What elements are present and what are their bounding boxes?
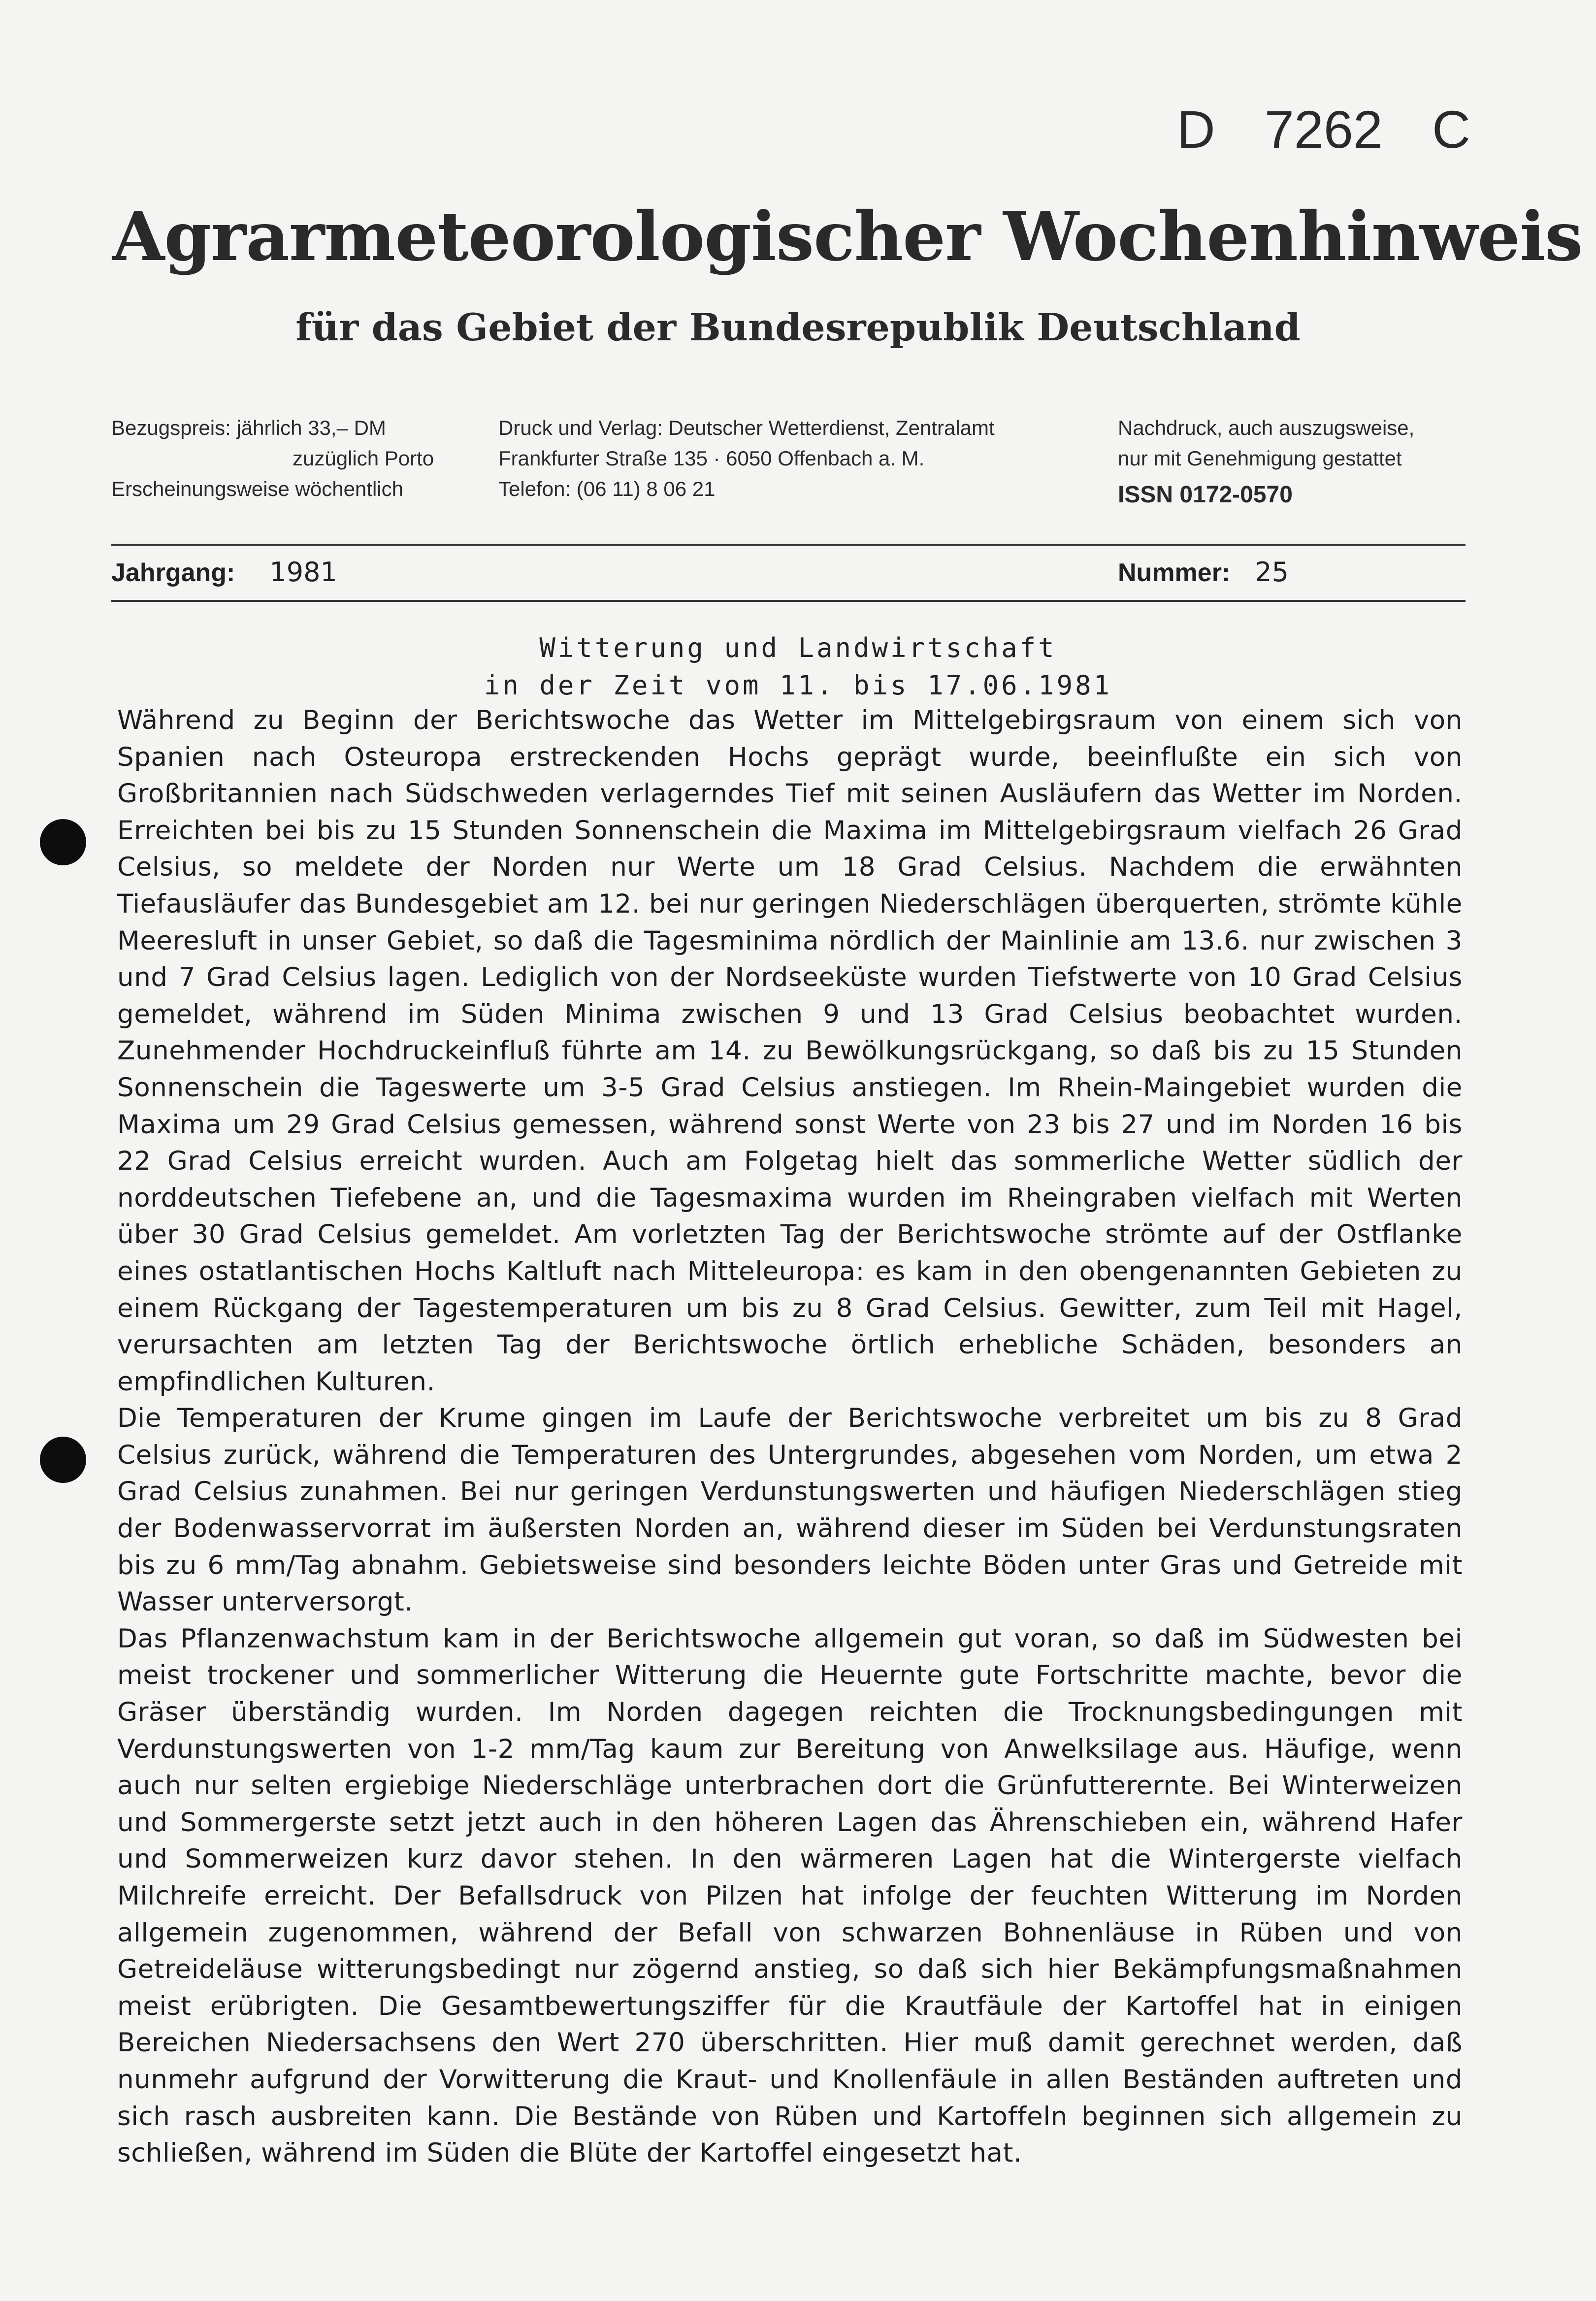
reprint-line-1: Nachdruck, auch auszugsweise, [1118,416,1415,439]
paragraph-plants: Das Pflanzenwachstum kam in der Berichtswoche allgemein gut voran, so daß im Südwesten bei meist trockener und sommerlicher Witterung die Heuernte gute Fortschritte machte, bevor die Gräser überständig wurden. Im Norden dagegen reichten die Trocknungsbedingungen mit Verdunstungswerten von 1-2 mm/Tag kaum zur Bereitung von Anwelksilage aus. Häufige, wenn auch nur selten ergiebige Niederschläge unterbrachen dort die Grünfutterernte. Bei Winterweizen und Sommergerste setzt jetzt auch in den höheren Lagen das Ährenschieben ein, während Hafer und Sommerweizen kurz davor stehen. In den wärmeren Lagen hat die Wintergerste vielfach Milchreife erreicht. Der Befallsdruck von Pilzen hat infolge der feuchten Witterung im Norden allgemein zugenommen, während der Befall von schwarzen Bohnenläuse in Rüben und von Getreideläuse witterungsbedingt nur zögernd anstieg, so daß sich hier Bekämpfungsmaßnahmen meist erübrigten. Die Gesamtbewertungsziffer für die Krautfäule der Kartoffel hat in einigen Bereichen Niedersachsens den Wert 270 überschritten. Hier muß damit gerechnet werden, daß nunmehr aufgrund der Vorwitterung die Kraut- und Knollenfäule in allen Beständen auftreten und sich rasch ausbreiten kann. Die Bestände von Rüben und Kartoffeln beginnen sich allgemein zu schließen, während im Süden die Blüte der Kartoffel eingesetzt hat. [117,1623,1463,2169]
heading-title: Witterung und Landwirtschaft [539,632,1057,663]
paragraph-soil: Die Temperaturen der Krume gingen im Laufe der Berichtswoche verbreitet um bis zu 8 Grad Celsius zurück, während die Temperaturen des Untergrundes, abgesehen vom Norden, um etwa 2 Grad Celsius zunahmen. Bei nur geringen Verdunstungswerten und häufigen Niederschlägen stieg der Bodenwasservorrat im äußersten Norden an, während dieser im Süden bei Verdunstungsraten bis zu 6 mm/Tag abnahm. Gebietsweise sind besonders leichte Böden unter Gras und Getreide mit Wasser unterversorgt. [117,1403,1463,1617]
number-label: Nummer: [1118,559,1231,587]
year-value: 1981 [269,557,337,588]
divider-bottom [111,600,1466,602]
number-value: 25 [1255,557,1289,588]
paragraph-weather: Während zu Beginn der Berichtswoche das Wetter im Mittelgebirgsraum von einem sich von Spanien nach Osteuropa erstreckenden Hochs geprägt wurde, beeinflußte ein sich von Großbritannien nach Südschweden verlagerndes Tief mit seinen Ausläufern das Wetter im Norden. Erreichten bei bis zu 15 Stunden Sonnenschein die Maxima im Mittelgebirgsraum vielfach 26 Grad Celsius, so meldete der Norden nur Werte um 18 Grad Celsius. Nachdem die erwähnten Tiefausläufer das Bundesgebiet am 12. bei nur geringen Niederschlägen überquerten, strömte kühle Meeresluft in unser Gebiet, so daß die Tagesminima nördlich der Mainlinie am 13.6. nur zwischen 3 und 7 Grad Celsius lagen. Lediglich von der Nordseeküste wurden Tiefstwerte von 10 Grad Celsius gemeldet, während im Süden Minima zwischen 9 und 13 Grad Celsius beobachtet wurden. Zunehmender Hochdruckeinfluß führte am 14. zu Bewölkungsrückgang, so daß bis zu 15 Stunden Sonnenschein die Tageswerte um 3-5 Grad Celsius anstiegen. Im Rhein-Maingebiet wurden die Maxima um 29 Grad Celsius gemessen, während sonst Werte von 23 bis 27 und im Norden 16 bis 22 Grad Celsius erreicht wurden. Auch am Folgetag hielt das sommerliche Wetter südlich der norddeutschen Tiefebene an, und die Tagesmaxima wurden im Rheingraben vielfach mit Werten über 30 Grad Celsius gemeldet. Am vorletzten Tag der Berichtswoche strömte auf der Ostflanke eines ostatlantischen Hochs Kaltluft nach Mitteleuropa: es kam in den obengenannten Gebieten zu einem Rückgang der Tagestemperaturen um bis zu 8 Grad Celsius. Gewitter, zum Teil mit Hagel, verursachten am letzten Tag der Berichtswoche örtlich erhebliche Schäden, besonders an empfindlichen Kulturen. [117,705,1463,1397]
document-title: Agrarmeteorologischer Wochenhinweis [112,197,1583,276]
heading-period: in der Zeit vom 11. bis 17.06.1981 [484,670,1112,701]
address-line: Frankfurter Straße 135 · 6050 Offenbach a. M. [498,447,925,470]
report-body [117,702,1463,2172]
price-line: Bezugspreis: jährlich 33,– DM [111,416,386,439]
publisher-info [498,413,995,504]
issn: ISSN 0172-0570 [1118,482,1293,508]
punch-hole-bottom [40,1437,86,1483]
issue-row [111,553,1466,592]
document-code: D 7262 C [1176,99,1470,159]
punch-hole-top [40,819,86,865]
postage-line: zuzüglich Porto [293,447,434,470]
frequency-line: Erscheinungsweise wöchentlich [111,477,403,500]
document-subtitle: für das Gebiet der Bundesrepublik Deutschland [295,305,1301,349]
reprint-line-2: nur mit Genehmigung gestattet [1118,447,1402,470]
subscription-info [111,413,434,504]
reprint-info [1118,413,1414,510]
divider-top [111,544,1466,546]
report-heading [0,629,1596,704]
year-label: Jahrgang: [111,559,235,587]
publisher-line: Druck und Verlag: Deutscher Wetterdienst, Zentralamt [498,416,995,439]
phone-line: Telefon: (06 11) 8 06 21 [498,477,716,500]
